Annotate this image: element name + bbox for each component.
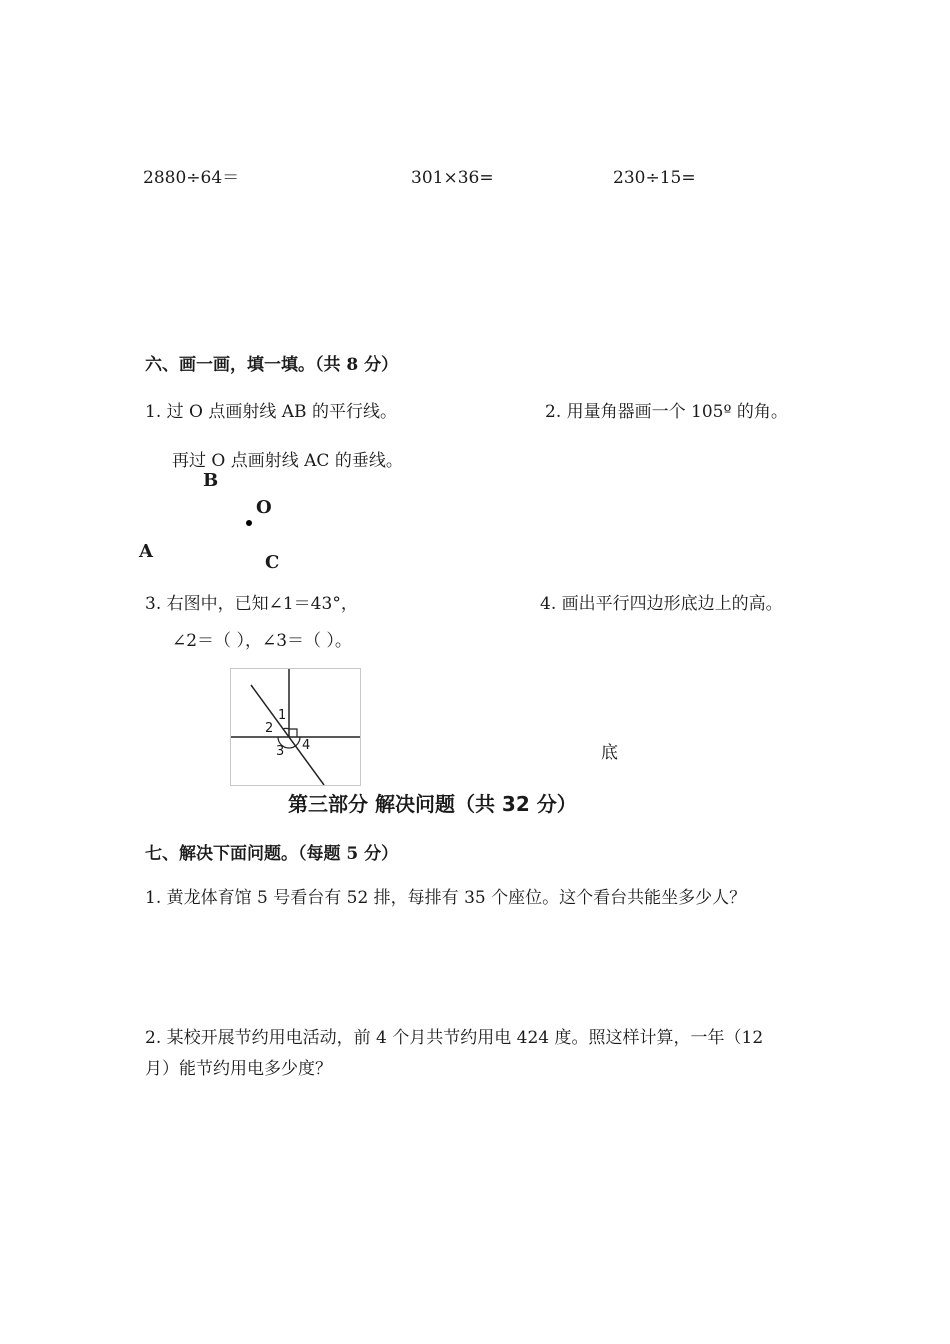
base-label: 底 xyxy=(601,743,618,763)
q3-line1: 3. 右图中，已知∠1＝43°， xyxy=(145,594,358,614)
intersecting-lines-diagram xyxy=(231,669,360,785)
point-a-label: A xyxy=(139,541,153,562)
q3-line2: ∠2＝（ ），∠3＝（ ）。 xyxy=(172,631,352,651)
calc-item-2: 301×36= xyxy=(411,168,494,188)
part3-title: 第三部分 解决问题（共 32 分） xyxy=(288,792,577,816)
calc-item-3: 230÷15= xyxy=(613,168,696,188)
problem-2-line2: 月）能节约用电多少度？ xyxy=(145,1059,332,1079)
angle-label-3: 3 xyxy=(276,744,285,759)
angle-figure xyxy=(230,668,361,786)
angle-label-2: 2 xyxy=(265,721,274,736)
point-b-label: B xyxy=(203,470,219,491)
q1-line2: 再过 O 点画射线 AC 的垂线。 xyxy=(172,451,403,471)
point-o-dot xyxy=(246,520,252,526)
problem-1: 1. 黄龙体育馆 5 号看台有 52 排，每排有 35 个座位。这个看台共能坐多少人？ xyxy=(145,888,747,908)
section6-heading: 六、画一画，填一填。（共 8 分） xyxy=(145,355,399,375)
q4-text: 4. 画出平行四边形底边上的高。 xyxy=(540,594,783,614)
q2-text: 2. 用量角器画一个 105º 的角。 xyxy=(545,402,788,422)
point-c-label: C xyxy=(265,552,280,573)
calc-item-1: 2880÷64＝ xyxy=(143,168,240,188)
q1-line1: 1. 过 O 点画射线 AB 的平行线。 xyxy=(145,402,397,422)
problem-2-line1: 2. 某校开展节约用电活动，前 4 个月共节约用电 424 度。照这样计算，一年（12 xyxy=(145,1028,764,1048)
angle-label-1: 1 xyxy=(278,708,287,723)
section7-heading: 七、解决下面问题。（每题 5 分） xyxy=(145,844,399,864)
point-o-label: O xyxy=(256,497,272,518)
angle-label-4: 4 xyxy=(302,738,311,753)
